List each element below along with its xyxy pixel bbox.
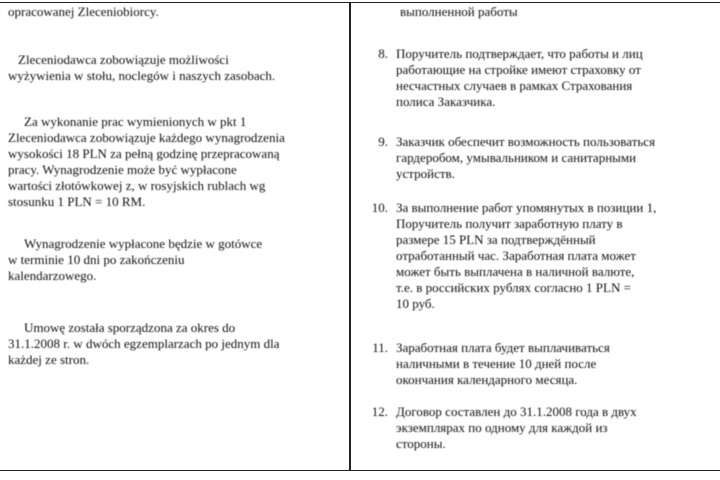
item-number: 11. [372,340,388,355]
text-line: работающие на стройке имеют страховку от [396,62,641,77]
text-line: Za wykonanie prac wymienionych w pkt 1 [24,114,247,129]
item-text [396,134,716,182]
text-line: несчастных случаев в рамках Страхования [396,78,633,93]
text-line: отработанный час. Заработная плата может [396,248,636,263]
text-line: Поручитель получит заработную плату в [396,216,623,231]
item-text [396,46,716,110]
list-item-9 [362,134,720,182]
text-line: Заказчик обеспечит возможность пользоваться [396,134,656,149]
item-number: 9. [378,134,388,149]
item-text [396,200,716,312]
left-paragraph-3 [8,114,338,210]
left-paragraph-1 [8,4,338,20]
text-line: opracowanej Zleceniobiorcy. [8,4,159,19]
text-line: Wynagrodzenie wypłacone będzie w gotówce [24,236,263,251]
item-number: 12. [371,404,388,419]
text-line: stosunku 1 PLN = 10 RM. [8,194,146,209]
left-paragraph-2 [8,52,338,84]
text-line: Zleceniodawca zobowiązuje każdego wynagrodzenia [8,130,285,145]
item-number: 10. [371,200,388,215]
text-line: każdej ze stron. [8,352,90,367]
text-line: может быть выплачена в наличной валюте, [396,264,635,279]
item-text [396,340,716,388]
list-item-12 [362,404,720,452]
text-line: окончания календарного месяца. [396,372,578,387]
left-paragraph-5 [8,320,338,368]
right-top-fragment [400,4,716,20]
text-line: полиса Заказчика. [396,94,496,109]
text-line: Заработная плата будет выплачиваться [396,340,610,355]
left-column [0,0,344,470]
text-line: За выполнение работ упомянутых в позиции 1, [396,200,657,215]
right-column [356,0,720,470]
text-line: pracy. Wynagrodzenie może być wypłacone [8,162,237,177]
text-line: т.е. в российских рублях согласно 1 PLN = [396,280,631,295]
text-line: стороны. [396,436,446,451]
text-line: wysokości 18 PLN za pełną godzinę przepracowaną [8,146,280,161]
text-line: Поручитель подтверждает, что работы и лиц [396,46,643,61]
text-line: Umowę została sporządzona za okres do [24,320,236,335]
text-line: выполненной работы [400,4,518,19]
list-item-10 [362,200,720,312]
text-line: устройств. [396,166,455,181]
text-line: наличными в течение 10 дней после [396,356,597,371]
column-divider [349,2,351,470]
text-line: размере 15 PLN за подтверждённый [396,232,596,247]
list-item-8 [362,46,720,110]
text-line: w terminie 10 dni po zakończeniu [8,252,185,267]
table-bottom-border [0,470,720,471]
text-line: wartości złotówkowej z, w rosyjskich rublach wg [8,178,266,193]
text-line: экземплярах по одному для каждой из [396,420,608,435]
item-text [396,404,716,452]
text-line: wyżywienia w stołu, noclegów i naszych zasobach. [8,68,276,83]
text-line: kalendarzowego. [8,268,97,283]
text-line: Договор составлен до 31.1.2008 года в двух [396,404,637,419]
text-line: 31.1.2008 r. w dwóch egzemplarzach po jednym dla [8,336,280,351]
text-line: 10 руб. [396,296,435,311]
text-line: гардеробом, умывальником и санитарными [396,150,637,165]
list-item-11 [362,340,720,388]
item-number: 8. [378,46,388,61]
text-line: Zleceniodawca zobowiązuje możliwości [18,52,229,67]
left-paragraph-4 [8,236,338,284]
